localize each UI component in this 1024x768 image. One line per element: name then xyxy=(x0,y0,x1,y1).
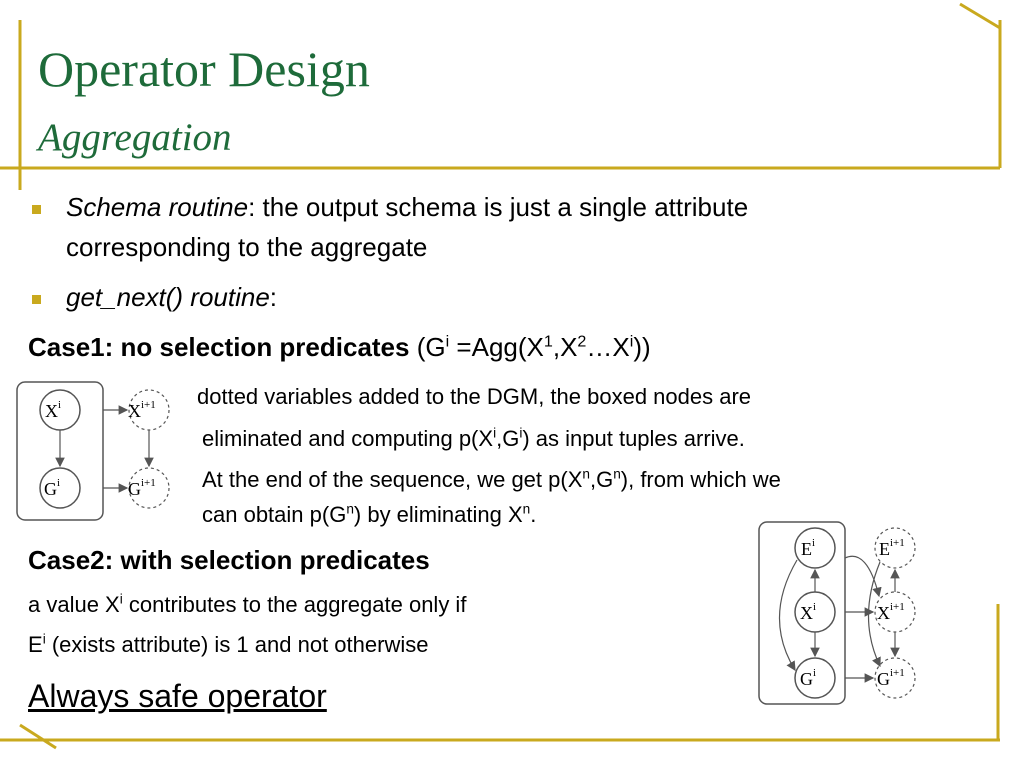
node-x-i1-label: $X^{i+1}$ xyxy=(128,399,156,421)
edge-g-x1-curved xyxy=(845,556,879,596)
node-e-i1-label: $E^{i+1}$ xyxy=(879,537,905,559)
node-e-i-label: $E^i$ xyxy=(801,537,816,559)
bullet-term: get_next() routine xyxy=(66,282,270,312)
case1-description-1: dotted variables added to the DGM, the boxed nodes are xyxy=(197,384,752,409)
node-x-i1-label: $X^{i+1}$ xyxy=(877,601,905,623)
case2-heading: Case2: with selection predicates xyxy=(28,545,430,575)
slide-subtitle: Aggregation xyxy=(38,116,232,159)
case2-description-2: $E^i$ (exists attribute) is 1 and not otherwise xyxy=(28,631,429,657)
case1-heading: Case1: no selection predicates xyxy=(28,332,410,362)
node-g-i1-label: $G^{i+1}$ xyxy=(877,667,905,689)
case1-formula: ($G^i$ $=Agg(X^1,X^2\dots X^i)$) xyxy=(416,332,651,362)
slide-title: Operator Design xyxy=(38,41,370,97)
bullet-get-next xyxy=(66,282,277,313)
bullet-text: : the output schema is just a single attribute xyxy=(248,192,749,222)
edge-e-g-curved xyxy=(779,560,797,670)
node-g-i-label: $G^i$ xyxy=(44,477,61,499)
bullet-marker xyxy=(32,205,41,214)
case1-description-3: At the end of the sequence, we get $p(X^n,G^n)$, from which we xyxy=(202,466,781,492)
case1-description-2: eliminated and computing $p(X^i,G^i)$ as input tuples arrive. xyxy=(202,425,745,451)
bullet-schema-routine xyxy=(66,192,748,223)
node-x-i-label: $X^i$ xyxy=(45,399,62,421)
node-g-i1-label: $G^{i+1}$ xyxy=(128,477,156,499)
case2-description-1: a value $X^i$ contributes to the aggregate only if xyxy=(28,591,467,617)
case1-line xyxy=(28,332,651,363)
bullet-continuation: corresponding to the aggregate xyxy=(66,232,428,262)
bullet-text: : xyxy=(269,282,278,312)
node-g-i-label: $G^i$ xyxy=(800,667,817,689)
bullet-marker xyxy=(32,295,41,304)
node-x-i-label: $X^i$ xyxy=(800,601,817,623)
dgm-diagram-case1 xyxy=(15,380,190,525)
bullet-term: Schema routine xyxy=(66,192,249,222)
dgm-diagram-case2 xyxy=(755,518,925,710)
case1-description-4: can obtain $p(G^n)$ by eliminating $X^n$. xyxy=(202,501,537,527)
always-safe-operator: Always safe operator xyxy=(28,678,327,714)
